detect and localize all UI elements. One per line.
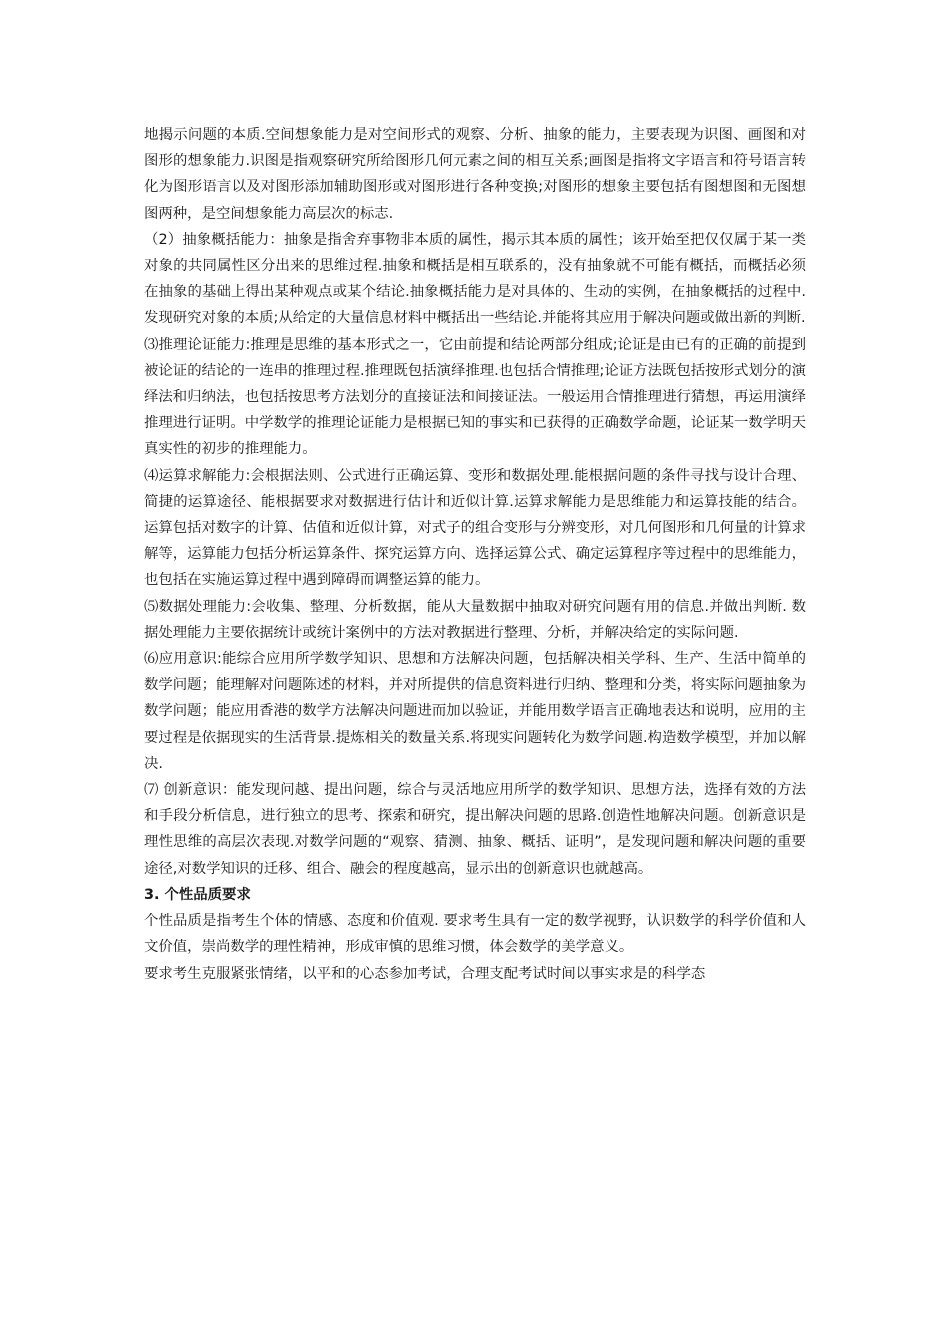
paragraph-abstraction: （2）抽象概括能力：抽象是指舍弃事物非本质的属性，揭示其本质的属性；该开始至把仅仅属于某一类对象的共同属性区分出来的思维过程.抽象和概括是相互联系的，没有抽象就不可能有概括，而概括必须在抽象的基础上得出某种观点或某个结论.抽象概括能力是对具体的、生动的实例，在抽象概括的过程中.发现研究对象的本质;从给定的大量信息材料中概括出一些结论.并能将其应用于解决问题或做出新的判断. — [144, 231, 806, 327]
paragraph-exam-attitude: 要求考生克服紧张情绪，以平和的心态参加考试，合理支配考试时间以事实求是的科学态 — [144, 965, 706, 982]
paragraph-spatial-imagination: 地揭示问题的本质.空间想象能力是对空间形式的观察、分析、抽象的能力，主要表现为识图、画图和对图形的想象能力.识图是指观察研究所给图形几何元素之间的相互关系;画图是指将文字语言和符号语言转化为图形语言以及对图形添加辅助图形或对图形进行各种变换;对图形的想象主要包括有图想图和无图想图两种，是空间想象能力高层次的标志. — [144, 127, 806, 222]
paragraph-innovation: ⑺ 创新意识：能发现问越、提出问题，综合与灵活地应用所学的数学知识、思想方法，选择有效的方法和手段分析信息，进行独立的思考、探索和研究，提出解决问题的思路.创造性地解决问题。创新意识是理性思维的高层次表现.对数学问题的“观察、猜测、抽象、概括、证明”，是发现问题和解决问题的重要途径,对数学知识的迁移、组合、融会的程度越高，显示出的创新意识也就越高。 — [144, 782, 806, 877]
paragraph-computation: ⑷运算求解能力:会根据法则、公式进行正确运算、变形和数据处理.能根据问题的条件寻找与设计合理、简捷的运算途径、能根据要求对数据进行估计和近似计算.运算求解能力是思维能力和运算技能的结合。运算包括对数字的计算、估值和近似计算，对式子的组合变形与分辨变形，对几何图形和几何量的计算求解等，运算能力包括分析运算条件、探究运算方向、选择运算公式、确定运算程序等过程中的思维能力，也包括在实施运算过程中遇到障碍而调整运算的能力。 — [144, 467, 806, 589]
document-body — [144, 122, 806, 987]
paragraph-personal-qualities: 个性品质是指考生个体的情感、态度和价值观. 要求考生具有一定的数学视野，认识数学的科学价值和人文价值，崇尚数学的理性精神，形成审慎的思维习惯，体会数学的美学意义。 — [144, 913, 806, 956]
paragraph-application: ⑹应用意识:能综合应用所学数学知识、思想和方法解决问题，包括解决相关学科、生产、生活中简单的数学问题；能理解对问题陈述的材料，并对所提供的信息资料进行归纳、整理和分类，将实际问题抽象为数学问题；能应用香港的数学方法解决问题进而加以验证，并能用数学语言正确地表达和说明，应用的主要过程是依据现实的生活背景.提炼相关的数量关系.将现实问题转化为数学问题.构造数学模型，并加以解决. — [144, 651, 806, 772]
paragraph-reasoning: ⑶推理论证能力:推理是思维的基本形式之一，它由前提和结论两部分组成;论证是由已有的正确的前提到被论证的结论的一连串的推理过程.推理既包括演绎推理.也包括合情推理;论证方法既包括按形式划分的演绎法和归纳法，也包括按思考方法划分的直接证法和间接证法。一般运用合情推理进行猜想，再运用演绎推理进行证明。中学数学的推理论证能力是根据已知的事实和已获得的正确数学命题，论证某一数学明天真实性的初步的推理能力。 — [144, 336, 806, 458]
section-heading-personal-qualities: 3. 个性品质要求 — [144, 886, 251, 903]
paragraph-data-processing: ⑸数据处理能力:会收集、整理、分析数据，能从大量数据中抽取对研究问题有用的信息.并做出判断. 数据处理能力主要依据统计或统计案例中的方法对教据进行整理、分析，并解决给定的实际问题. — [144, 598, 806, 641]
